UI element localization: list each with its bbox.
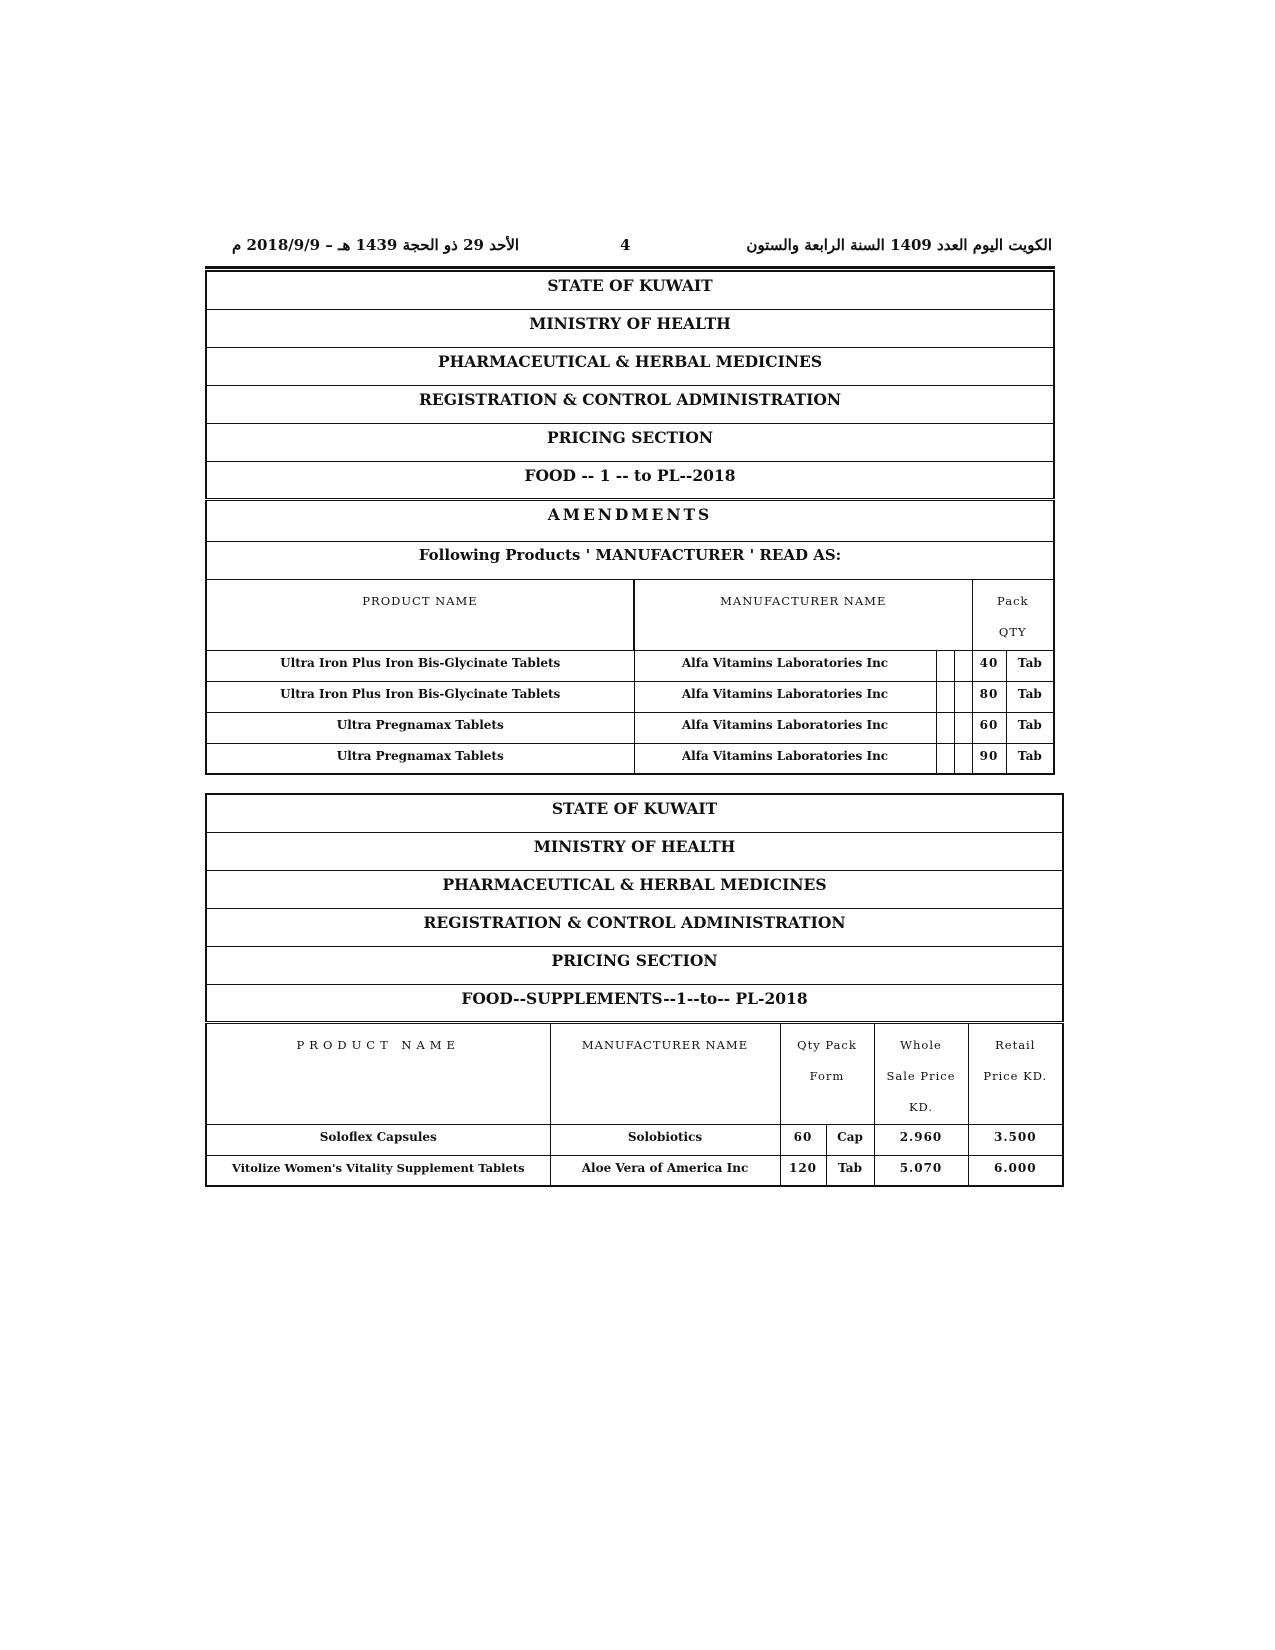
empty-cell [954,681,972,712]
amendments-table [205,270,1055,775]
title-row [206,984,1063,1022]
title-amendments: AMENDMENTS [206,499,1054,541]
table-row [206,650,1054,681]
manufacturer-name: Alfa Vitamins Laboratories Inc [634,650,936,681]
title-pricing: PRICING SECTION [206,946,1063,984]
table-row [206,712,1054,743]
food-supplements-table [205,793,1064,1187]
manufacturer-name: Alfa Vitamins Laboratories Inc [634,712,936,743]
title-row [206,541,1054,579]
page-number: 4 [620,236,631,254]
wholesale-price: 2.960 [874,1124,968,1155]
title-row [206,385,1054,423]
manufacturer-name: Alfa Vitamins Laboratories Inc [634,743,936,774]
title-following: Following Products ' MANUFACTURER ' READ AS: [206,541,1054,579]
header-rule [205,266,1055,269]
title-ministry: MINISTRY OF HEALTH [206,309,1054,347]
empty-cell [954,743,972,774]
table-row [206,1155,1063,1186]
column-header-row [206,1022,1063,1124]
table-row [206,681,1054,712]
title-row [206,870,1063,908]
table-row [206,1124,1063,1155]
col-wholesale-price: Whole Sale Price KD. [874,1022,968,1124]
pack-qty: 90 [972,743,1006,774]
header-date: الأحد 29 ذو الحجة 1439 هـ – 2018/9/9 م [232,236,520,254]
title-registration: REGISTRATION & CONTROL ADMINISTRATION [206,908,1063,946]
manufacturer-name: Alfa Vitamins Laboratories Inc [634,681,936,712]
empty-cell [936,712,954,743]
title-row [206,908,1063,946]
header-issue: الكويت اليوم العدد 1409 السنة الرابعة والستون [746,236,1052,254]
title-state: STATE OF KUWAIT [206,271,1054,309]
col-qty-pack-form: Qty Pack Form [780,1022,874,1124]
col-manufacturer-name: MANUFACTURER NAME [550,1022,780,1124]
pack-form: Tab [1006,712,1054,743]
pack-qty: 60 [780,1124,826,1155]
title-row [206,832,1063,870]
col-product-name: PRODUCT NAME [206,579,634,650]
title-row [206,423,1054,461]
title-state: STATE OF KUWAIT [206,794,1063,832]
pack-qty: 120 [780,1155,826,1186]
title-row [206,271,1054,309]
pack-form: Tab [1006,743,1054,774]
column-header-row [206,579,1054,650]
title-list: FOOD -- 1 -- to PL--2018 [206,461,1054,499]
title-registration: REGISTRATION & CONTROL ADMINISTRATION [206,385,1054,423]
product-name: Ultra Pregnamax Tablets [206,743,634,774]
title-row [206,499,1054,541]
pack-form: Tab [1006,650,1054,681]
empty-cell [954,712,972,743]
title-row [206,347,1054,385]
empty-cell [954,650,972,681]
retail-price: 6.000 [968,1155,1063,1186]
title-row [206,794,1063,832]
title-pharma: PHARMACEUTICAL & HERBAL MEDICINES [206,347,1054,385]
table-row [206,743,1054,774]
pack-qty: 40 [972,650,1006,681]
title-pricing: PRICING SECTION [206,423,1054,461]
pack-form: Tab [826,1155,874,1186]
pack-qty: 60 [972,712,1006,743]
retail-price: 3.500 [968,1124,1063,1155]
manufacturer-name: Solobiotics [550,1124,780,1155]
product-name: Soloflex Capsules [206,1124,550,1155]
manufacturer-name: Aloe Vera of America Inc [550,1155,780,1186]
product-name: Ultra Pregnamax Tablets [206,712,634,743]
col-manufacturer-name: MANUFACTURER NAME [634,579,972,650]
title-pharma: PHARMACEUTICAL & HERBAL MEDICINES [206,870,1063,908]
running-header [232,236,1052,262]
wholesale-price: 5.070 [874,1155,968,1186]
title-ministry: MINISTRY OF HEALTH [206,832,1063,870]
product-name: Ultra Iron Plus Iron Bis-Glycinate Tablets [206,650,634,681]
col-retail-price: Retail Price KD. [968,1022,1063,1124]
empty-cell [936,681,954,712]
title-row [206,461,1054,499]
empty-cell [936,650,954,681]
title-row [206,309,1054,347]
pack-form: Tab [1006,681,1054,712]
product-name: Ultra Iron Plus Iron Bis-Glycinate Tablets [206,681,634,712]
title-list: FOOD--SUPPLEMENTS--1--to-- PL-2018 [206,984,1063,1022]
title-row [206,946,1063,984]
pack-form: Cap [826,1124,874,1155]
col-pack-qty: Pack QTY [972,579,1054,650]
empty-cell [936,743,954,774]
product-name: Vitolize Women's Vitality Supplement Tablets [206,1155,550,1186]
col-product-name: PRODUCT NAME [206,1022,550,1124]
pack-qty: 80 [972,681,1006,712]
